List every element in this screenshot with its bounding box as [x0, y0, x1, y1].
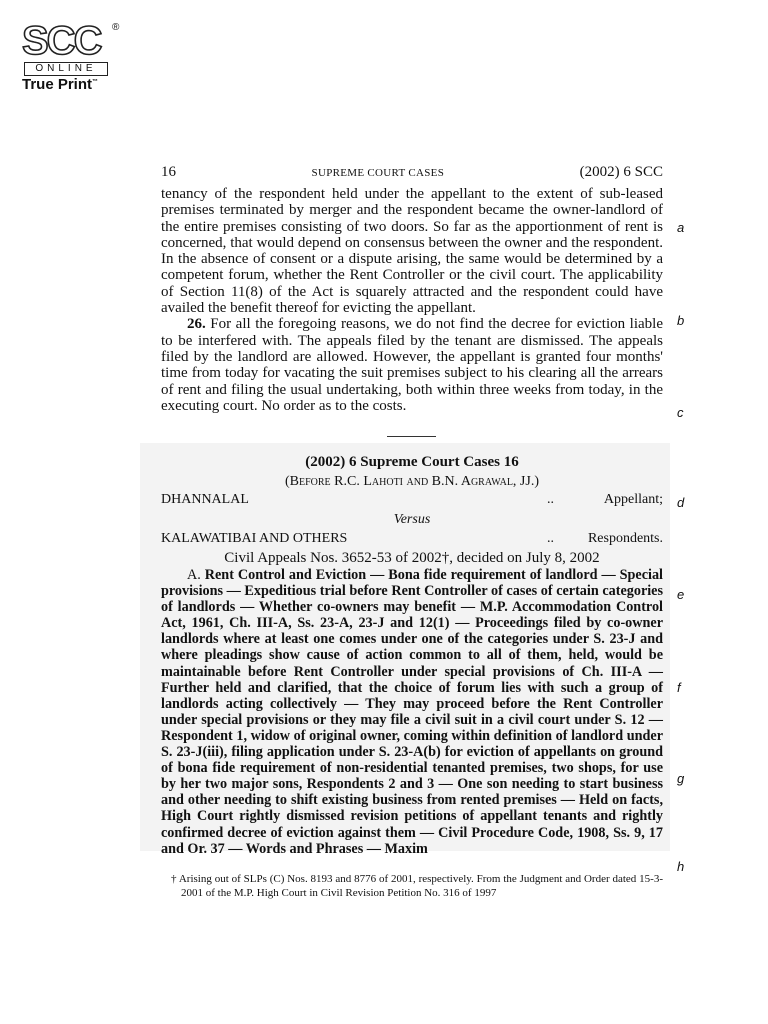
logo-trademark: ™	[92, 79, 99, 85]
appellant-leader: ..	[547, 492, 554, 507]
respondent-name: KALAWATIBAI AND OTHERS	[161, 531, 348, 546]
appellant-name: DHANNALAL	[161, 492, 249, 507]
logo-tagline-text: True Print	[22, 76, 93, 93]
footnote: † Arising out of SLPs (C) Nos. 8193 and 8776 of 2001, respectively. From the Judgment and Order dated 15-3-2001 of the M.P. High Court in Civil Revision Petition No. 316 of 1997	[171, 873, 663, 899]
page-header	[161, 164, 663, 186]
respondent-role: Respondents.	[587, 531, 663, 546]
appeal-details: Civil Appeals Nos. 3652-53 of 2002†, decided on July 8, 2002	[224, 550, 600, 566]
margin-mark-f: f	[677, 680, 681, 695]
logo-registered-mark: ®	[112, 22, 120, 33]
logo-brand: SCC	[22, 19, 101, 63]
margin-mark-h: h	[677, 859, 685, 874]
paragraph-continued: tenancy of the respondent held under the appellant to the extent of sub-leased premises terminated by merger and the respondent became the owner-landlord of the entire premises consisting of two doors. So far as the apportionment of rent is concerned, that would depend on consensus between the owner and the respondent. In the absence of consent or a dispute arising, the same would be determined by a competent forum, whether the Rent Controller or the civil court. The applicability of Section 11(8) of the Act is squarely attracted and the respondent could have availed the benefit thereof for evicting the appellant.	[161, 186, 663, 317]
paragraph-26	[161, 316, 663, 414]
headnote-label: A.	[187, 567, 201, 583]
bench-text: (Before R.C. Lahoti and B.N. Agrawal, JJ.)	[285, 474, 539, 489]
margin-mark-d: d	[677, 495, 685, 510]
margin-mark-e: e	[677, 587, 685, 602]
versus: Versus	[393, 512, 431, 527]
headnote-text: Rent Control and Eviction — Bona fide requirement of landlord — Special provisions — Expeditious trial before Rent Controller of cases of certain categories of landlords — Whether co-owners may benefit — M.P. Accommodation Control Act, 1961, Ch. III-A, Ss. 23-A, 23-J and 12(1) — Proceedings filed by co-owner landlords where at least one comes under one of the categories under S. 23-J and where pleadings show cause of action common to all of them, held, would be maintainable before Rent Controller under special provisions of Ch. III-A — Further held and clarified, that the choice of forum lies with such a group of landlords acting collectively — They may proceed before the Rent Controller under special provisions or they may file a civil suit in a civil court under S. 12 — Respondent 1, widow of original owner, coming within definition of landlord under S. 23-J(iii), filing application under S. 23-A(b) for eviction of appellants on ground of bona fide requirement of non-residential tenanted premises, two shops, for use by her two major sons, Respondents 2 and 3 — One son needing to start business and other needing to shift existing business from rented premises — Held on facts, High Court rightly dismissed revision petitions of appellant tenants and rightly confirmed decree of eviction against them — Civil Procedure Code, 1908, Ss. 9, 17 and Or. 37 — Words and Phrases — Maxim	[161, 567, 663, 857]
appellant-role: Appellant;	[603, 492, 663, 507]
judgment-body	[161, 186, 663, 414]
page-number: 16	[161, 164, 176, 180]
scc-online-logo	[22, 19, 122, 93]
section-divider	[387, 436, 436, 437]
paragraph-26-number: 26.	[187, 316, 206, 333]
respondent-leader: ..	[547, 531, 554, 546]
logo-online: ONLINE	[24, 62, 108, 76]
margin-mark-a: a	[677, 220, 685, 235]
paragraph-26-text: For all the foregoing reasons, we do not find the decree for eviction liable to be interfered with. The appeals filed by the tenant are dismissed. The appeals filed by the landlord are allowed. However, the appellant is granted four months' time from today for vacating the suit premises subject to his clearing all the arrears of rent and filing the usual undertaking, both within three weeks from today, in the executing court. No order as to the costs.	[161, 316, 663, 414]
headnote-a	[161, 567, 663, 857]
margin-mark-b: b	[677, 313, 685, 328]
logo-tagline	[22, 76, 98, 93]
case-citation-title: (2002) 6 Supreme Court Cases 16	[305, 454, 519, 470]
header-citation: (2002) 6 SCC	[579, 164, 663, 180]
bench	[161, 474, 663, 490]
reporter-name: SUPREME COURT CASES	[311, 167, 445, 179]
margin-mark-c: c	[677, 405, 684, 420]
margin-mark-g: g	[677, 771, 685, 786]
